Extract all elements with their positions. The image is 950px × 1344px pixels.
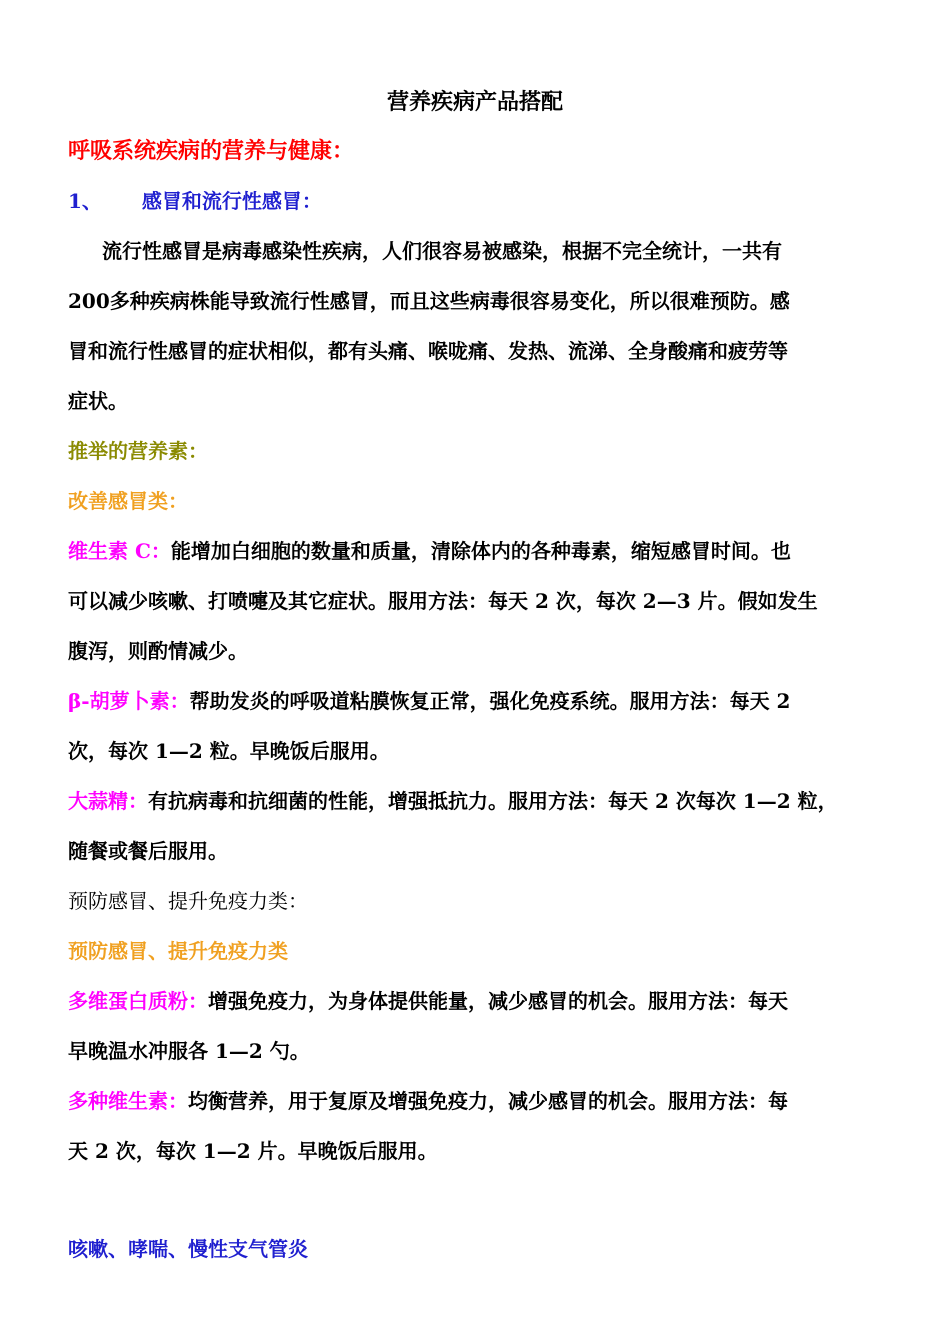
intro-line-3: 冒和流行性感冒的症状相似，都有头痛、喉咙痛、发热、流涕、全身酸痛和疲劳等 [68,339,788,363]
multivitamin-text-1: 均衡营养，用于复原及增强免疫力，减少感冒的机会。服用方法：每 [188,1089,788,1113]
garlic-line-1 [68,788,838,814]
vitamin-c-text-1: 能增加白细胞的数量和质量，清除体内的各种毒素，缩短感冒时间。也 [170,539,791,563]
recommended-label: 推举的营养素： [68,439,208,463]
multivitamin-line-1 [68,1088,788,1114]
garlic-text-1: 有抗病毒和抗细菌的性能，增强抵抗力。服用方法：每天 2 次每次 1—2 粒， [148,789,838,813]
page-title: 营养疾病产品搭配 [386,89,563,115]
intro-line-4: 症状。 [68,389,128,413]
protein-powder-name: 多维蛋白质粉： [68,989,208,1013]
intro-line-2: 200多种疾病株能导致流行性感冒，而且这些病毒很容易变化，所以很难预防。感 [68,289,790,313]
prevent-label-colored: 预防感冒、提升免疫力类 [68,939,288,963]
vitamin-c-line-1 [68,538,791,564]
next-section-heading: 咳嗽、哮喘、慢性支气管炎 [68,1237,308,1261]
vitamin-c-name: 维生素 C： [68,539,171,563]
intro-line-1: 流行性感冒是病毒感染性疾病，人们很容易被感染，根据不完全统计，一共有 [102,239,782,263]
garlic-line-2: 随餐或餐后服用。 [68,839,228,863]
subsection-label: 感冒和流行性感冒： [141,189,322,213]
prevent-label-plain: 预防感冒、提升免疫力类： [68,889,308,913]
improve-cold-label: 改善感冒类： [68,489,188,513]
protein-powder-line-2: 早晚温水冲服各 1—2 勺。 [68,1039,310,1063]
vitamin-c-line-3: 腹泻，则酌情减少。 [68,639,248,663]
beta-carotene-line-1 [68,688,790,714]
multivitamin-name: 多种维生素： [68,1089,188,1113]
subsection-heading [68,188,322,214]
protein-powder-text-1: 增强免疫力，为身体提供能量，减少感冒的机会。服用方法：每天 [208,989,788,1013]
section-heading: 呼吸系统疾病的营养与健康： [68,138,355,164]
beta-carotene-line-2: 次，每次 1—2 粒。早晚饭后服用。 [68,739,390,763]
beta-carotene-text-1: 帮助发炎的呼吸道粘膜恢复正常，强化免疫系统。服用方法：每天 2 [189,689,791,713]
beta-carotene-name: β-胡萝卜素： [68,689,190,713]
protein-powder-line-1 [68,988,788,1014]
multivitamin-line-2: 天 2 次，每次 1—2 片。早晚饭后服用。 [68,1139,438,1163]
subsection-number: 1、 [68,189,102,213]
garlic-name: 大蒜精： [68,789,148,813]
vitamin-c-line-2: 可以减少咳嗽、打喷嚏及其它症状。服用方法：每天 2 次，每次 2—3 片。假如发生 [68,589,818,613]
